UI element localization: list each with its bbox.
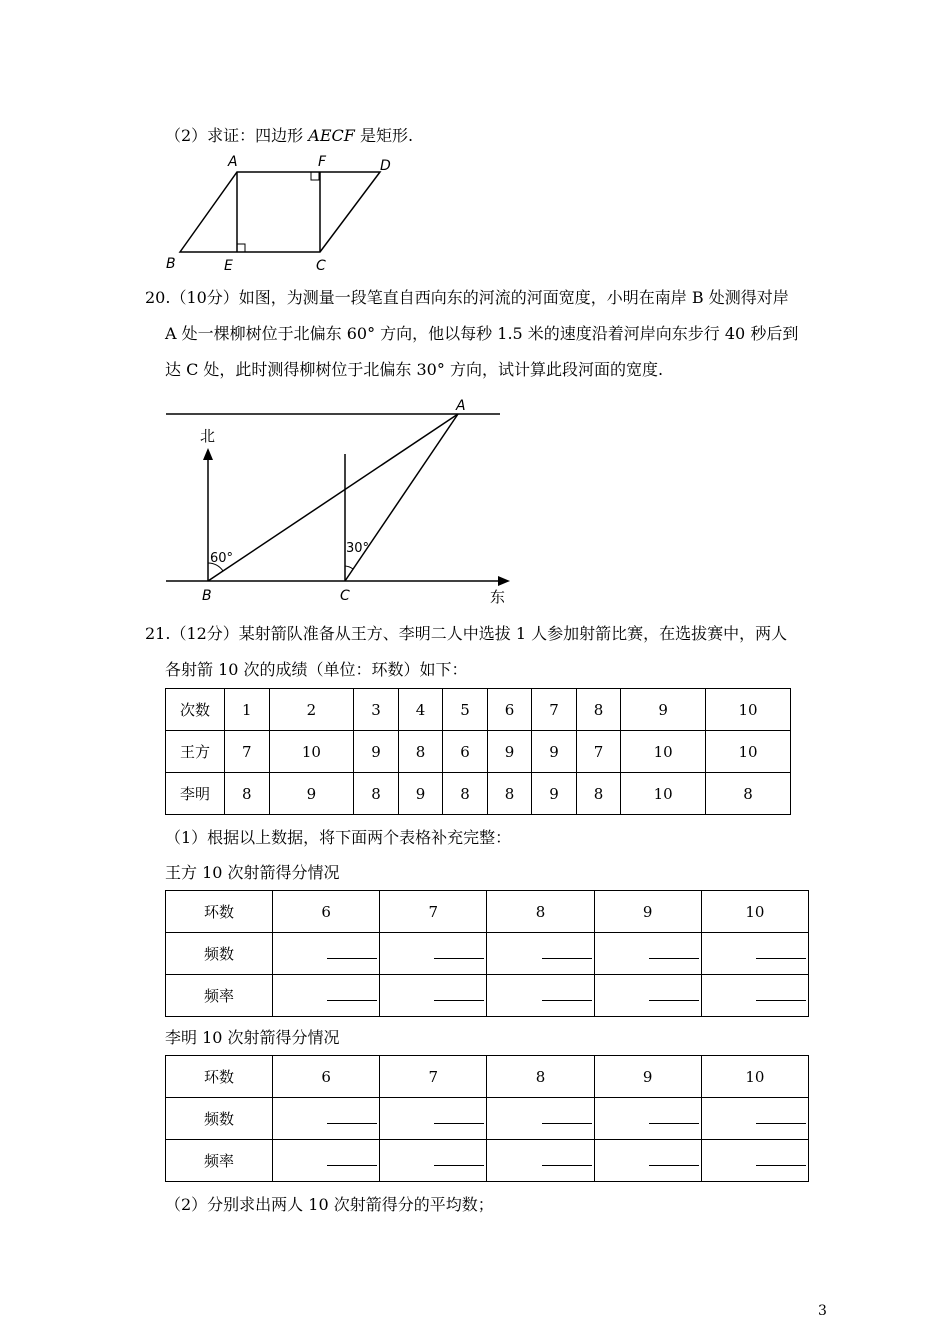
table-cell: 7 (532, 689, 577, 731)
answer-blank[interactable] (701, 1140, 808, 1182)
table-cell: 9 (532, 773, 577, 815)
table-cell: 6 (273, 1056, 380, 1098)
answer-blank[interactable] (594, 975, 701, 1017)
table-cell: 9 (594, 1056, 701, 1098)
table-cell: 李明 (166, 773, 225, 815)
page-number: 3 (818, 1303, 827, 1319)
north-arrowhead (203, 448, 213, 460)
part1-instruction: （1）根据以上数据，将下面两个表格补充完整： (165, 828, 512, 847)
table-cell: 9 (621, 689, 706, 731)
table-cell: 次数 (166, 689, 225, 731)
label-a: A (456, 398, 466, 414)
label-a: A (228, 154, 238, 170)
table-cell: 10 (269, 731, 354, 773)
right-angle-mark-e (237, 244, 245, 252)
answer-blank[interactable] (487, 933, 594, 975)
answer-blank[interactable] (380, 975, 487, 1017)
label-b: B (202, 588, 212, 604)
table-cell: 8 (443, 773, 488, 815)
answer-blank[interactable] (594, 1098, 701, 1140)
q20-line2: A 处一棵柳树位于北偏东 60° 方向，他以每秒 1.5 米的速度沿着河岸向东步行 40 秒后到 (165, 324, 799, 343)
answer-blank[interactable] (273, 933, 380, 975)
east-label: 东 (490, 588, 506, 606)
table-row (166, 975, 809, 1017)
table-cell: 10 (706, 731, 791, 773)
answer-blank[interactable] (594, 933, 701, 975)
table-cell: 9 (398, 773, 443, 815)
table-row (166, 689, 791, 731)
table-cell: 9 (487, 731, 532, 773)
table-cell: 8 (354, 773, 399, 815)
table-cell: 10 (706, 689, 791, 731)
label-c: C (340, 588, 350, 604)
wang-table-title: 王方 10 次射箭得分情况 (165, 863, 340, 882)
table-cell: 7 (225, 731, 270, 773)
li-table-title: 李明 10 次射箭得分情况 (165, 1028, 340, 1047)
answer-blank[interactable] (380, 1140, 487, 1182)
table-cell: 9 (532, 731, 577, 773)
table-cell: 7 (380, 1056, 487, 1098)
angle-arc-c (345, 566, 353, 569)
q19-part2-prefix: （2）求证：四边形 (165, 126, 309, 145)
q19-shape-name: AECF (308, 126, 355, 145)
table-cell: 8 (576, 689, 621, 731)
answer-blank[interactable] (487, 1098, 594, 1140)
table-cell: 9 (354, 731, 399, 773)
parallelogram-figure (160, 150, 410, 275)
label-d: D (380, 158, 391, 174)
answer-blank[interactable] (273, 1140, 380, 1182)
table-cell: 环数 (166, 891, 273, 933)
table-cell: 10 (701, 891, 808, 933)
wang-frequency-table (165, 890, 809, 1017)
table-cell: 1 (225, 689, 270, 731)
li-frequency-table (165, 1055, 809, 1182)
answer-blank[interactable] (701, 933, 808, 975)
answer-blank[interactable] (487, 1140, 594, 1182)
q20-line3: 达 C 处，此时测得柳树位于北偏东 30° 方向，试计算此段河面的宽度. (165, 360, 664, 379)
angle-label-30: 30° (346, 541, 370, 556)
table-cell: 10 (621, 773, 706, 815)
answer-blank[interactable] (487, 975, 594, 1017)
table-cell: 频率 (166, 975, 273, 1017)
table-cell: 8 (576, 773, 621, 815)
table-cell: 6 (443, 731, 488, 773)
answer-blank[interactable] (273, 975, 380, 1017)
q21-line1: 21.（12分）某射箭队准备从王方、李明二人中选拔 1 人参加射箭比赛，在选拔赛中，两人 (145, 624, 788, 643)
q21-line2: 各射箭 10 次的成绩（单位：环数）如下： (165, 660, 468, 679)
table-row (166, 891, 809, 933)
answer-blank[interactable] (380, 933, 487, 975)
table-cell: 王方 (166, 731, 225, 773)
river-figure (160, 396, 520, 606)
table-row (166, 773, 791, 815)
q19-part2-suffix: 是矩形. (354, 126, 414, 145)
score-table (165, 688, 791, 815)
label-b: B (166, 256, 176, 272)
label-e: E (224, 258, 233, 274)
table-cell: 频数 (166, 933, 273, 975)
table-cell: 环数 (166, 1056, 273, 1098)
table-row (166, 1056, 809, 1098)
right-angle-mark-f (311, 172, 319, 180)
north-label: 北 (200, 427, 216, 445)
table-row (166, 933, 809, 975)
table-cell: 频数 (166, 1098, 273, 1140)
table-cell: 10 (701, 1056, 808, 1098)
answer-blank[interactable] (380, 1098, 487, 1140)
table-cell: 4 (398, 689, 443, 731)
part2-instruction: （2）分别求出两人 10 次射箭得分的平均数； (165, 1195, 494, 1214)
table-cell: 8 (487, 1056, 594, 1098)
answer-blank[interactable] (594, 1140, 701, 1182)
table-cell: 7 (576, 731, 621, 773)
parallelogram-abcd (180, 172, 380, 252)
table-cell: 8 (487, 891, 594, 933)
table-cell: 频率 (166, 1140, 273, 1182)
east-arrowhead (498, 576, 510, 586)
table-row (166, 1098, 809, 1140)
table-cell: 9 (594, 891, 701, 933)
table-cell: 8 (225, 773, 270, 815)
angle-label-60: 60° (210, 551, 234, 566)
table-cell: 8 (706, 773, 791, 815)
label-f: F (318, 154, 327, 170)
segment-ba (208, 414, 458, 581)
label-c: C (316, 258, 326, 274)
table-cell: 10 (621, 731, 706, 773)
table-cell: 3 (354, 689, 399, 731)
table-cell: 6 (487, 689, 532, 731)
table-row (166, 731, 791, 773)
q20-line1: 20.（10分）如图，为测量一段笔直自西向东的河流的河面宽度，小明在南岸 B 处测得对岸 (145, 288, 789, 307)
table-cell: 2 (269, 689, 354, 731)
answer-blank[interactable] (701, 1098, 808, 1140)
table-cell: 5 (443, 689, 488, 731)
table-cell: 9 (269, 773, 354, 815)
answer-blank[interactable] (701, 975, 808, 1017)
table-cell: 8 (487, 773, 532, 815)
answer-blank[interactable] (273, 1098, 380, 1140)
table-cell: 7 (380, 891, 487, 933)
table-row (166, 1140, 809, 1182)
table-cell: 8 (398, 731, 443, 773)
table-cell: 6 (273, 891, 380, 933)
q19-part2 (165, 126, 413, 146)
